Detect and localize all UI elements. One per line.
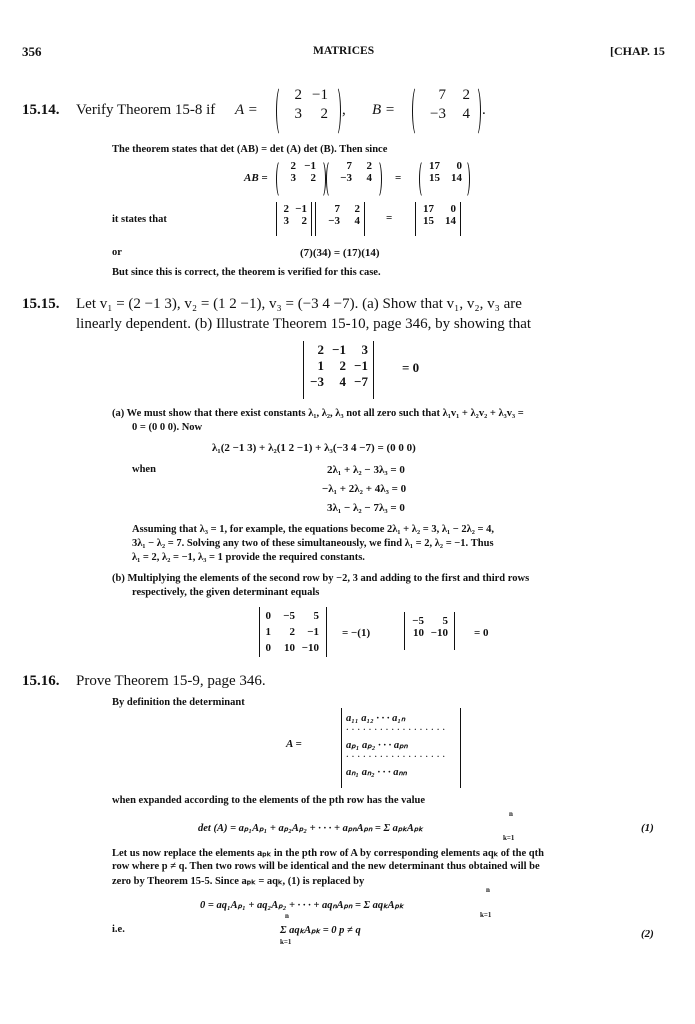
- cell: −5: [283, 610, 295, 622]
- cell: −1: [332, 342, 346, 357]
- text-line: 0 = (0 0 0). Now: [132, 422, 203, 433]
- cell: −5: [412, 615, 424, 627]
- matrix-A-label: A =: [235, 102, 258, 118]
- text-line: or: [112, 247, 122, 258]
- cell: −10: [301, 642, 319, 654]
- det-bar: [460, 202, 461, 236]
- right-paren: [374, 160, 382, 198]
- matrix-A-copy: [282, 160, 316, 184]
- cell: 2: [301, 215, 307, 227]
- equation: 2λ₁ + λ₂ − 3λ₃ = 0: [327, 464, 405, 476]
- cell: 17: [423, 203, 434, 215]
- det-B: [318, 203, 360, 227]
- page-number: 356: [22, 44, 42, 59]
- equals: =: [395, 172, 402, 184]
- det-bar: [326, 607, 327, 657]
- cell: −3: [310, 374, 324, 389]
- problem-number: 15.15.: [22, 296, 60, 312]
- equation: 3λ₁ − λ₂ − 7λ₃ = 0: [327, 502, 405, 514]
- cell: 4: [462, 106, 470, 122]
- chapter-label: [CHAP. 15: [610, 44, 665, 58]
- det-dots: · · · · · · · · · · · · · · · · · ·: [346, 725, 446, 734]
- det-bar: [303, 341, 304, 399]
- matrix-AB: [424, 160, 462, 184]
- cell: 2: [283, 203, 289, 215]
- cell: 1: [265, 626, 271, 638]
- cell: −1: [295, 203, 307, 215]
- cell: 2: [317, 342, 324, 357]
- equation: λ₁(2 −1 3) + λ₂(1 2 −1) + λ₃(−3 4 −7) = (0 0 0): [212, 442, 416, 454]
- determinant-D3: [406, 615, 448, 639]
- equation-2: 0 = aq₁Aₚ₁ + aq₂Aₚ₂ + · · · + aqₙAₚₙ = Σ aqₖAₚₖ: [200, 900, 404, 911]
- cell: −1: [307, 626, 319, 638]
- running-title: MATRICES: [313, 45, 375, 57]
- factor: = −(1): [342, 627, 371, 639]
- text-line: Let us now replace the elements aₚₖ in the pth row of A by corresponding elements aqₖ of the qth: [112, 848, 544, 859]
- cell: 14: [445, 215, 456, 227]
- text-line: it states that: [112, 214, 167, 225]
- det-bar: [364, 202, 365, 236]
- det-bar: [415, 202, 416, 236]
- right-paren: [472, 86, 481, 136]
- cell: 17: [429, 160, 440, 172]
- equals-zero: = 0: [402, 360, 420, 375]
- text-line: zero by Theorem 15-5. Since aₚₖ = aqₖ, (1) is replaced by: [112, 876, 365, 887]
- cell: −1: [312, 87, 328, 103]
- AB-label: AB =: [244, 172, 268, 184]
- cell: 2: [294, 87, 302, 103]
- equation-tag: (2): [641, 928, 654, 940]
- cell: 15: [429, 172, 440, 184]
- cell: 2: [289, 626, 295, 638]
- problem-number: 15.14.: [22, 102, 60, 118]
- determinant-D2: [261, 608, 319, 656]
- det-bar: [373, 341, 374, 399]
- text-line: i.e.: [112, 924, 125, 935]
- problem-statement: Let v₁ = (2 −1 3), v₂ = (1 2 −1), v₃ = (−3 4 −7). (a) Show that v₁, v₂, v₃ are: [76, 296, 522, 312]
- equation-1: det (A) = aₚ₁Aₚ₁ + aₚ₂Aₚ₂ + · · · + aₚₙAₚₙ = Σ aₚₖAₚₖ: [198, 823, 423, 834]
- text-line: But since this is correct, the theorem is verified for this case.: [112, 267, 381, 278]
- equation: −λ₁ + 2λ₂ + 4λ₃ = 0: [322, 483, 407, 495]
- det-bar: [454, 612, 455, 650]
- sum-lower: k=1: [503, 834, 515, 842]
- equals: =: [386, 212, 393, 224]
- cell: 0: [265, 610, 271, 622]
- det-row: aₚ₁ aₚ₂ · · · aₚₙ: [346, 740, 408, 751]
- cell: 7: [438, 87, 446, 103]
- det-bar: [404, 612, 405, 650]
- cell: 4: [339, 374, 346, 389]
- cell: 2: [290, 160, 296, 172]
- det-bar: [460, 708, 461, 788]
- cell: 2: [320, 106, 328, 122]
- det-dots: · · · · · · · · · · · · · · · · · ·: [346, 752, 446, 761]
- determinant-D: [306, 342, 368, 390]
- cell: 4: [354, 215, 360, 227]
- text-line: 3λ₁ − λ₂ = 7. Solving any two of these simultaneously, we find λ₁ = 2, λ₂ = −1. Thus: [132, 538, 494, 549]
- right-paren: [332, 86, 341, 136]
- text-line: By definition the determinant: [112, 697, 245, 708]
- cell: −3: [328, 215, 340, 227]
- cell: 3: [290, 172, 296, 184]
- cell: 10: [284, 642, 295, 654]
- right-paren: [318, 160, 326, 198]
- det-bar: [341, 708, 342, 788]
- cell: 3: [361, 342, 368, 357]
- A-label: A =: [286, 738, 302, 750]
- cell: 0: [456, 160, 462, 172]
- text-line: The theorem states that det (AB) = det (A) det (B). Then since: [112, 144, 388, 155]
- matrix-A: [282, 87, 328, 123]
- cell: 2: [339, 358, 346, 373]
- cell: 0: [265, 642, 271, 654]
- cell: 2: [366, 160, 372, 172]
- right-paren: [462, 160, 470, 198]
- equals-zero: = 0: [474, 627, 489, 639]
- cell: −7: [354, 374, 368, 389]
- equation-3: Σ aqₖAₚₖ = 0 p ≠ q: [280, 925, 361, 936]
- problem-statement: Verify Theorem 15-8 if: [76, 102, 216, 118]
- cell: 4: [366, 172, 372, 184]
- equation: (7)(34) = (17)(14): [300, 247, 380, 259]
- cell: −1: [304, 160, 316, 172]
- cell: 10: [413, 627, 424, 639]
- cell: −1: [354, 358, 368, 373]
- text-line: when: [132, 464, 156, 475]
- cell: −10: [430, 627, 448, 639]
- text-line: (a) We must show that there exist constants λ₁, λ₂, λ₃ not all zero such that λ₁v₁ + λ₂v₂ + λ₃v₃ =: [112, 408, 524, 419]
- det-bar: [311, 202, 312, 236]
- problem-number: 15.16.: [22, 673, 60, 689]
- problem-statement: linearly dependent. (b) Illustrate Theorem 15-10, page 346, by showing that: [76, 316, 532, 332]
- det-A: [279, 203, 307, 227]
- problem-statement: Prove Theorem 15-9, page 346.: [76, 673, 266, 689]
- cell: 7: [346, 160, 352, 172]
- text-line: when expanded according to the elements of the pth row has the value: [112, 795, 426, 806]
- det-bar: [259, 607, 260, 657]
- cell: 5: [442, 615, 448, 627]
- cell: 5: [313, 610, 319, 622]
- sum-lower: k=1: [480, 911, 492, 919]
- sum-upper: n: [285, 912, 289, 920]
- text-line: Assuming that λ₃ = 1, for example, the equations become 2λ₁ + λ₂ = 3, λ₁ − 2λ₂ = 4,: [132, 524, 495, 535]
- cell: 7: [334, 203, 340, 215]
- det-AB: [418, 203, 456, 227]
- cell: −3: [340, 172, 352, 184]
- det-bar: [276, 202, 277, 236]
- matrix-B: [420, 87, 470, 123]
- cell: 3: [294, 106, 302, 122]
- cell: 2: [354, 203, 360, 215]
- matrix-B-copy: [332, 160, 372, 184]
- cell: 1: [317, 358, 324, 373]
- cell: −3: [430, 106, 446, 122]
- text-line: row where p ≠ q. Then two rows will be identical and the new determinant thus obtained will be: [112, 861, 540, 872]
- det-bar: [315, 202, 316, 236]
- equation-tag: (1): [641, 822, 654, 834]
- text-line: respectively, the given determinant equals: [132, 587, 320, 598]
- cell: 15: [423, 215, 434, 227]
- cell: 3: [283, 215, 289, 227]
- matrix-B-label: B =: [372, 102, 396, 118]
- cell: 14: [451, 172, 462, 184]
- text-line: λ₁ = 2, λ₂ = −1, λ₃ = 1 provide the required constants.: [132, 552, 365, 563]
- cell: 2: [310, 172, 316, 184]
- cell: 0: [450, 203, 456, 215]
- cell: 2: [462, 87, 470, 103]
- sum-lower: k=1: [280, 938, 292, 946]
- text-line: (b) Multiplying the elements of the second row by −2, 3 and adding to the first and third rows: [112, 573, 530, 584]
- det-row: a₁₁ a₁₂ · · · a₁ₙ: [346, 713, 406, 724]
- det-row: aₙ₁ aₙ₂ · · · aₙₙ: [346, 767, 407, 778]
- sum-upper: n: [509, 810, 513, 818]
- sum-upper: n: [486, 886, 490, 894]
